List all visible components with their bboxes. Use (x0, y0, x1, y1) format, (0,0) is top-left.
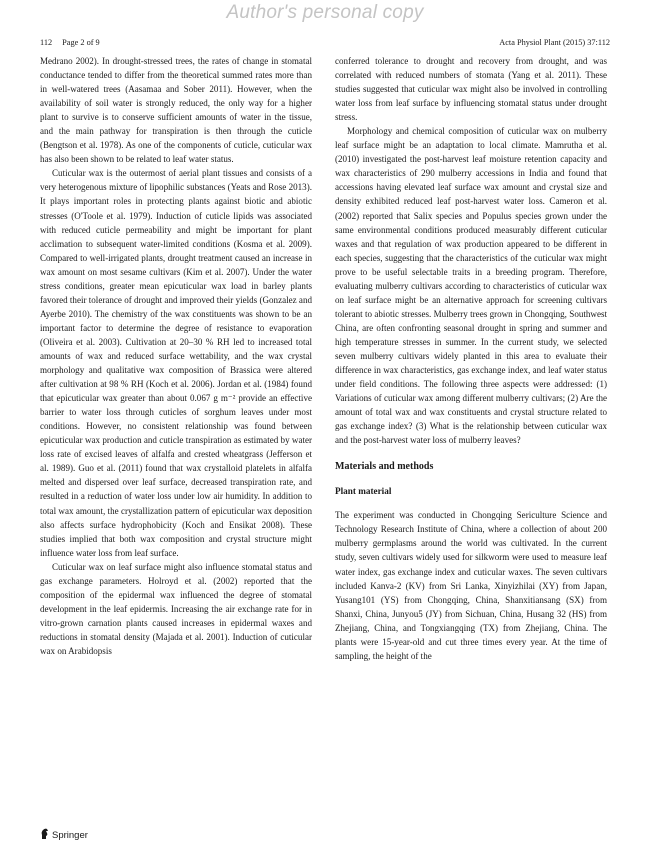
header-left (40, 38, 100, 47)
springer-horse-icon (40, 828, 50, 840)
paragraph: conferred tolerance to drought and recovery from drought, and was correlated with reduced numbers of stomata (Yang et al. 2011). These studies suggested that cuticular wax might also be involved in controlling water loss from leaf surface by influencing stomatal status under drought stress. (335, 56, 607, 123)
running-header (40, 38, 610, 52)
page-of: Page 2 of 9 (62, 38, 100, 47)
paragraph: Morphology and chemical composition of cuticular wax on mulberry leaf surface might be an adaptation to local climate. Mamrutha et al. (2010) investigated the post-harvest leaf moisture retention capacity and wax characteristics of 290 mulberry accessions in India and found that accessions having elevated leaf surface wax amount and crystal size and density exhibited reduced leaf post-harvest water loss. Cameron et al. (2002) reported that Salix species and Populus species grown under the same environmental conditions produced measurably different cuticular waxes and that regulation of wax production appeared to be different in each species, suggesting that the characteristics of the cuticular wax might prove to be useful selectable traits in a breeding program. Therefore, evaluating mulberry cultivars according to characteristics of cuticular wax on leaf surface might be an alternative approach for screening cultivars tolerant to abiotic stresses. Mulberry trees grown in Chongqing, Southwest China, are often confronting seasonal drought in spring and summer and high temperature stresses in summer. In the current study, we selected seven mulberry cultivars widely planted in this area to evaluate their difference in wax characteristics, gas exchange index, and leaf water status under field conditions. The following three aspects were addressed: (1) Variations of cuticular wax among different mulberry cultivars; (2) Are the amount of total wax and wax constituents and crystal structure related to gas exchange index? (3) What is the relationship between cuticular wax and the post-harvest water loss of mulberry leaves? (335, 126, 607, 446)
paragraph: Cuticular wax is the outermost of aerial plant tissues and consists of a very heterogenous mixture of lipophilic substances (Yeats and Rose 2013). It plays important roles in protecting plants against biotic and abiotic stresses (O'Toole et al. 1979). Induction of cuticle lipids was associated with reduced cuticle permeability and might be important for plant acclimation to subsequent water-limited conditions (Kosma et al. 2009). Compared to well-irrigated plants, drought treatment caused an increase in wax amount on most sesame cultivars (Kim et al. 2007). Under the water stress conditions, greater mean epicuticular wax load in barley plants favored their tolerance of drought and improved their yields (Gonzalez and Ayerbe 2010). The chemistry of the wax constituents was shown to be an important factor to determine the degree of resistance to evaporation (Oliveira et al. 2003). Cultivation at 20–30 % RH led to increased total amounts of wax and reduced surface wettability, and the wax crystal morphology and qualitative wax composition of Brassica were altered after cultivation at 98 % RH (Koch et al. 2006). Jordan et al. (1984) found that epicuticular wax greater than about 0.067 g m⁻² provide an effective barrier to water loss through cuticles of sorghum leaves under most conditions. However, no consistent relationship was found between epicuticular wax production and cuticle transpiration as estimated by water loss rate of excised leaves of alfalfa and crested wheatgrass (Jefferson et al. 1989). Guo et al. (2011) found that wax crystalloid platelets in alfalfa melted and dispersed over leaf surface, decreased transpiration rate, and resulted in a reduction of water loss under low air humidity. In addition to total wax amount, the crystallization pattern of epicuticular wax deposition also affects surface hydrophobicity (Koch and Ensikat 2008). These studies implied that both wax composition and crystal structure might influence water loss from leaf surface. (40, 168, 312, 558)
publisher-name: Springer (52, 830, 88, 841)
section-heading: Materials and methods (335, 461, 434, 473)
paragraph: Medrano 2002). In drought-stressed trees, the rates of change in stomatal conductance tended to differ from the theoretical summed rates more than in well-watered trees (Aasamaa and Sober 2011). However, when the availability of soil water is strongly reduced, the only way for a higher plant to survive is to conserve sufficient amounts of water in the tissue, and the main pathway for transpiration is then through the cuticle (Bengtson et al. 1978). As one of the components of cuticle, cuticular wax has also been shown to be related to leaf water status. (40, 56, 312, 165)
paragraph: The experiment was conducted in Chongqing Sericulture Science and Technology Research Institute of China, where a collection of about 200 mulberry germplasms around the world was cultivated. In the current study, seven cultivars widely used for silkworm were used to measure leaf water index, gas exchange index and cuticular waxes. The seven cultivars included Kanva-2 (KV) from Sri Lanka, Xinyizhilai (XY) from Japan, Yusang101 (YS) from Chongqing, China, Shanxitiansang (SX) from Shanxi, China, Junyou5 (JY) from Sichuan, China, Husang 32 (HS) from Zhejiang, China, and Tongxiangqing (TX) from Zhejiang, China. The plants were 15-year-old and cut three times every year. At the time of sampling, the height of the (335, 510, 607, 661)
page-number: 112 (40, 38, 53, 47)
subsection-heading: Plant material (335, 486, 392, 497)
paragraph: Cuticular wax on leaf surface might also influence stomatal status and gas exchange parameters. Holroyd et al. (2002) reported that the composition of the epidermal wax influenced the degree of stomatal development in the leaf epidermis. Increasing the air exchange rate for in vitro-grown carnation plants caused increases in epidermal waxes and reductions in stomatal density (Majada et al. 2001). Induction of cuticular wax on Arabidopsis (40, 561, 312, 656)
right-column (335, 54, 607, 663)
watermark: Author's personal copy (226, 2, 424, 23)
journal-citation: Acta Physiol Plant (2015) 37:112 (499, 38, 610, 47)
left-column (40, 54, 312, 658)
publisher-footer (40, 828, 88, 841)
